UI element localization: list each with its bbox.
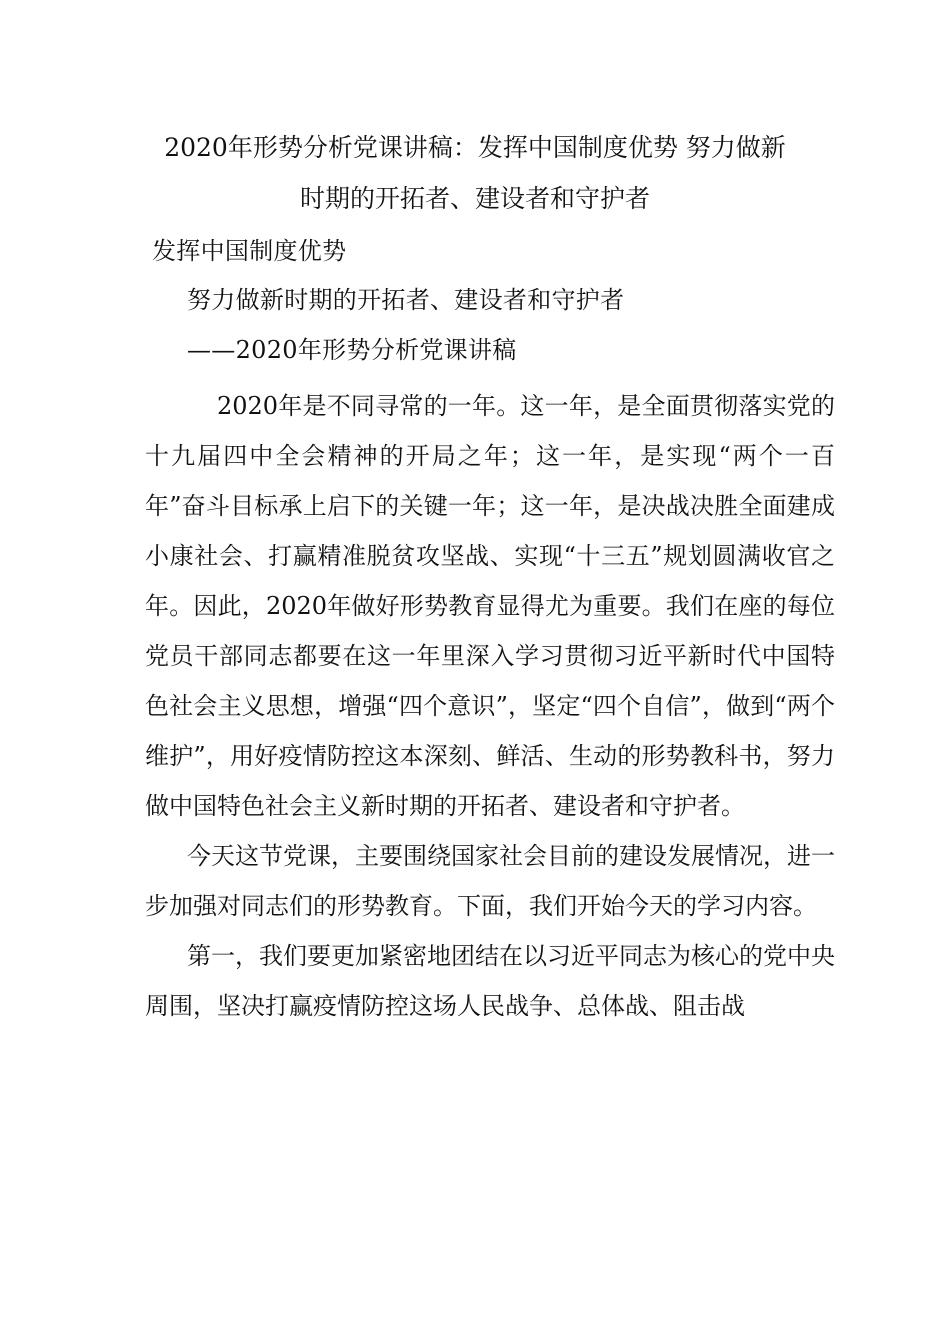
subheading-1: 发挥中国制度优势 [152,237,347,265]
document-body [145,381,835,1031]
document-title-line-2: 时期的开拓者、建设者和守护者 [299,184,650,213]
paragraph-1: 2020年是不同寻常的一年。这一年，是全面贯彻落实党的十九届四中全会精神的开局之年；这一年，是实现“两个一百年”奋斗目标承上启下的关键一年；这一年，是决战决胜全面建成小康社会、打赢精准脱贫攻坚战、实现“十三五”规划圆满收官之年。因此，2020年做好形势教育显得尤为重要。我们在座的每位党员干部同志都要在这一年里深入学习贯彻习近平新时代中国特色社会主义思想，增强“四个意识”，坚定“四个自信”，做到“两个维护”，用好疫情防控这本深刻、鲜活、生动的形势教科书，努力做中国特色社会主义新时期的开拓者、建设者和守护者。 [145,392,835,820]
document-title-line-1: 2020年形势分析党课讲稿：发挥中国制度优势 努力做新 [164,133,786,162]
paragraph-3: 第一，我们要更加紧密地团结在以习近平同志为核心的党中央周围，坚决打赢疫情防控这场人民战争、总体战、阻击战 [145,942,835,1020]
subheading-2: 努力做新时期的开拓者、建设者和守护者 [187,286,625,314]
paragraph-2: 今天这节党课，主要围绕国家社会目前的建设发展情况，进一步加强对同志们的形势教育。下面，我们开始今天的学习内容。 [145,842,835,920]
subheading-3: ——2020年形势分析党课讲稿 [187,336,517,364]
